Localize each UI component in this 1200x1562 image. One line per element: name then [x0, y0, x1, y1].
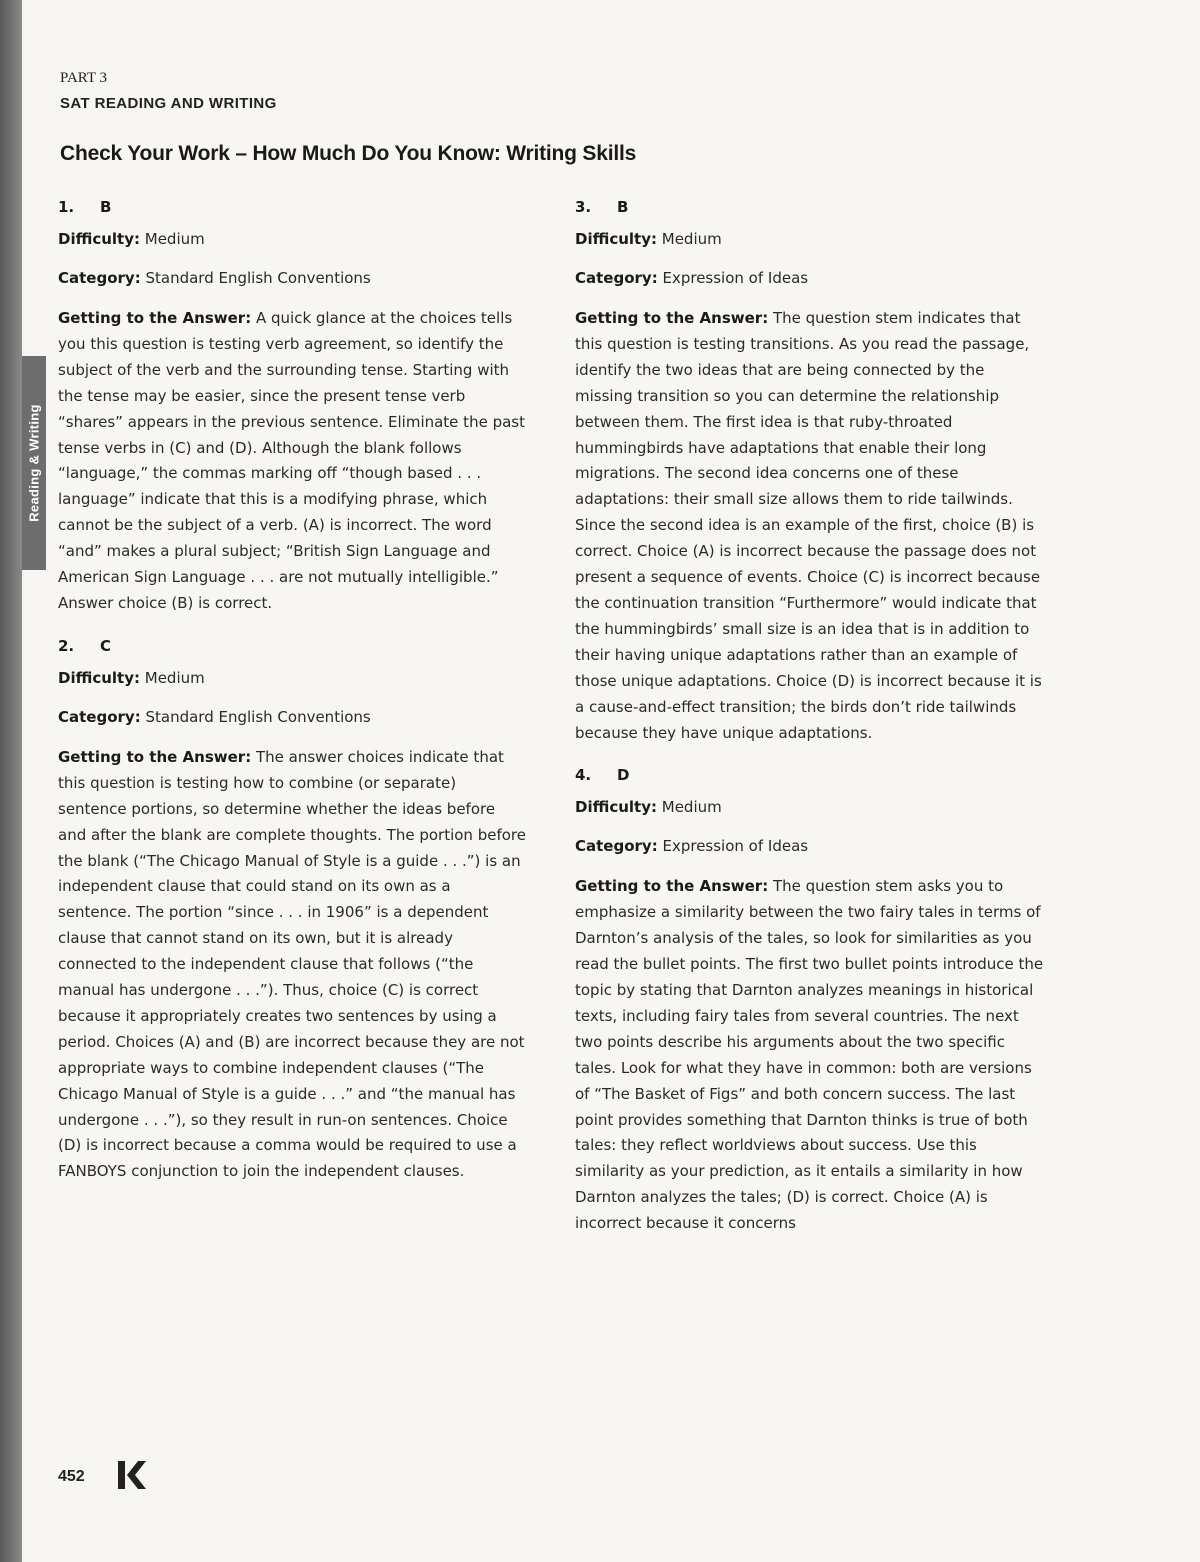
- page-number: 452: [58, 1468, 85, 1485]
- answer-item-1: [58, 198, 528, 617]
- explanation-text: The question stem asks you to emphasize a similarity between the two fairy tales in terms of Darnton’s analysis of the tales, so look for similarities as you read the bullet points. The first two bullet points introduce the topic by stating that Darnton analyzes meanings in historical texts, including fairy tales from several countries. The next two points describe his arguments about the two specific tales. Look for what they have in common: both are versions of “The Basket of Figs” and both concern success. The last point provides something that Darnton thinks is true of both tales: they reflect worldviews about success. Use this similarity as your prediction, as it entails a similarity in how Darnton analyzes the tales; (D) is correct. Choice (A) is incorrect because it concerns: [575, 877, 1044, 1233]
- category-line: [58, 706, 528, 728]
- category-line: [58, 267, 528, 289]
- section-side-tab: [22, 356, 46, 570]
- difficulty-value: Medium: [661, 230, 722, 248]
- explanation-text: The question stem indicates that this question is testing transitions. As you read the passage, identify the two ideas that are being connected by the missing transition so you can determine the relationship between them. The first idea is that ruby-throated hummingbirds have adaptations that enable their long migrations. The second idea concerns one of these adaptations: their small size allows them to ride tailwinds. Since the second idea is an example of the first, choice (B) is correct. Choice (A) is incorrect because the passage does not present a sequence of events. Choice (C) is incorrect because the continuation transition “Furthermore” would indicate that the hummingbirds’ small size is an idea that is in addition to their having unique adaptations rather than an example of those unique adaptations. Choice (D) is incorrect because it is a cause-and-effect transition; the birds don’t ride tailwinds because they have unique adaptations.: [575, 309, 1042, 742]
- answer-item-3: [575, 198, 1045, 746]
- part-label: PART 3: [60, 70, 108, 86]
- answer-header: [575, 198, 1045, 216]
- question-number: 1.: [58, 198, 75, 216]
- difficulty-line: [58, 667, 528, 689]
- difficulty-value: Medium: [144, 668, 205, 687]
- question-number: 4.: [575, 766, 592, 785]
- getting-label: Getting to the Answer:: [575, 309, 769, 327]
- kaplan-k-logo-icon: [116, 1460, 150, 1490]
- getting-label: Getting to the Answer:: [58, 309, 252, 327]
- page-edge-bar: [0, 0, 22, 1562]
- answer-header: [575, 766, 1045, 784]
- category-value: Expression of Ideas: [662, 837, 809, 856]
- explanation-text: A quick glance at the choices tells you this question is testing verb agreement, so identify the subject of the verb and the surrounding tense. Starting with the tense may be easier, since the present tense verb “shares” appears in the previous sentence. Eliminate the past tense verbs in (C) and (D). Although the blank follows “language,” the commas marking off “though based . . . language” indicate that this is a modifying phrase, which cannot be the subject of a verb. (A) is incorrect. The word “and” makes a plural subject; “British Sign Language and American Sign Language . . . are not mutually intelligible.” Answer choice (B) is correct.: [58, 309, 525, 612]
- difficulty-line: [575, 796, 1045, 818]
- side-tab-label: Reading & Writing: [26, 404, 42, 522]
- category-value: Standard English Conventions: [145, 707, 371, 726]
- difficulty-line: [575, 228, 1045, 250]
- answer-letter: C: [100, 636, 112, 655]
- getting-label: Getting to the Answer:: [575, 877, 769, 896]
- category-value: Expression of Ideas: [662, 269, 809, 287]
- difficulty-label: Difficulty:: [58, 230, 140, 248]
- difficulty-label: Difficulty:: [58, 668, 140, 687]
- answer-letter: B: [617, 198, 629, 216]
- section-label: SAT READING AND WRITING: [60, 95, 277, 112]
- answer-header: [58, 198, 528, 216]
- answer-header: [58, 637, 528, 655]
- explanation-text: The answer choices indicate that this question is testing how to combine (or separate) sentence portions, so determine whether the ideas before and after the blank are complete thoughts. The portion before the blank (“The Chicago Manual of Style is a guide . . .”) is an independent clause that could stand on its own as a sentence. The portion “since . . . in 1906” is a dependent clause that cannot stand on its own, but it is already connected to the independent clause that follows (“the manual has undergone . . .”). Thus, choice (C) is correct because it appropriately creates two sentences by using a period. Choices (A) and (B) are incorrect because they are not appropriate ways to combine independent clauses (“The Chicago Manual of Style is a guide . . .” and “the manual has undergone . . .”), so they result in run-on sentences. Choice (D) is incorrect because a comma would be required to use a FANBOYS conjunction to join the independent clauses.: [58, 747, 526, 1181]
- question-number: 2.: [58, 636, 75, 655]
- answer-item-2: [58, 637, 528, 1185]
- answer-item-4: [575, 766, 1045, 1237]
- category-line: [575, 835, 1045, 857]
- category-label: Category:: [575, 269, 658, 287]
- answer-letter: D: [617, 766, 630, 785]
- difficulty-line: [58, 228, 528, 250]
- explanation: [575, 874, 1045, 1237]
- difficulty-value: Medium: [661, 798, 722, 817]
- question-number: 3.: [575, 198, 592, 216]
- category-label: Category:: [58, 707, 141, 726]
- getting-label: Getting to the Answer:: [58, 747, 252, 766]
- category-value: Standard English Conventions: [145, 269, 371, 287]
- category-label: Category:: [575, 837, 658, 856]
- explanation: [58, 745, 528, 1185]
- explanation: [58, 306, 528, 617]
- difficulty-label: Difficulty:: [575, 230, 657, 248]
- difficulty-label: Difficulty:: [575, 798, 657, 817]
- category-label: Category:: [58, 269, 141, 287]
- explanation: [575, 306, 1045, 746]
- answer-letter: B: [100, 198, 112, 216]
- page-title: Check Your Work – How Much Do You Know: Writing Skills: [60, 142, 637, 165]
- left-column: [58, 198, 528, 1205]
- difficulty-value: Medium: [144, 230, 205, 248]
- right-column: [575, 198, 1045, 1257]
- category-line: [575, 267, 1045, 289]
